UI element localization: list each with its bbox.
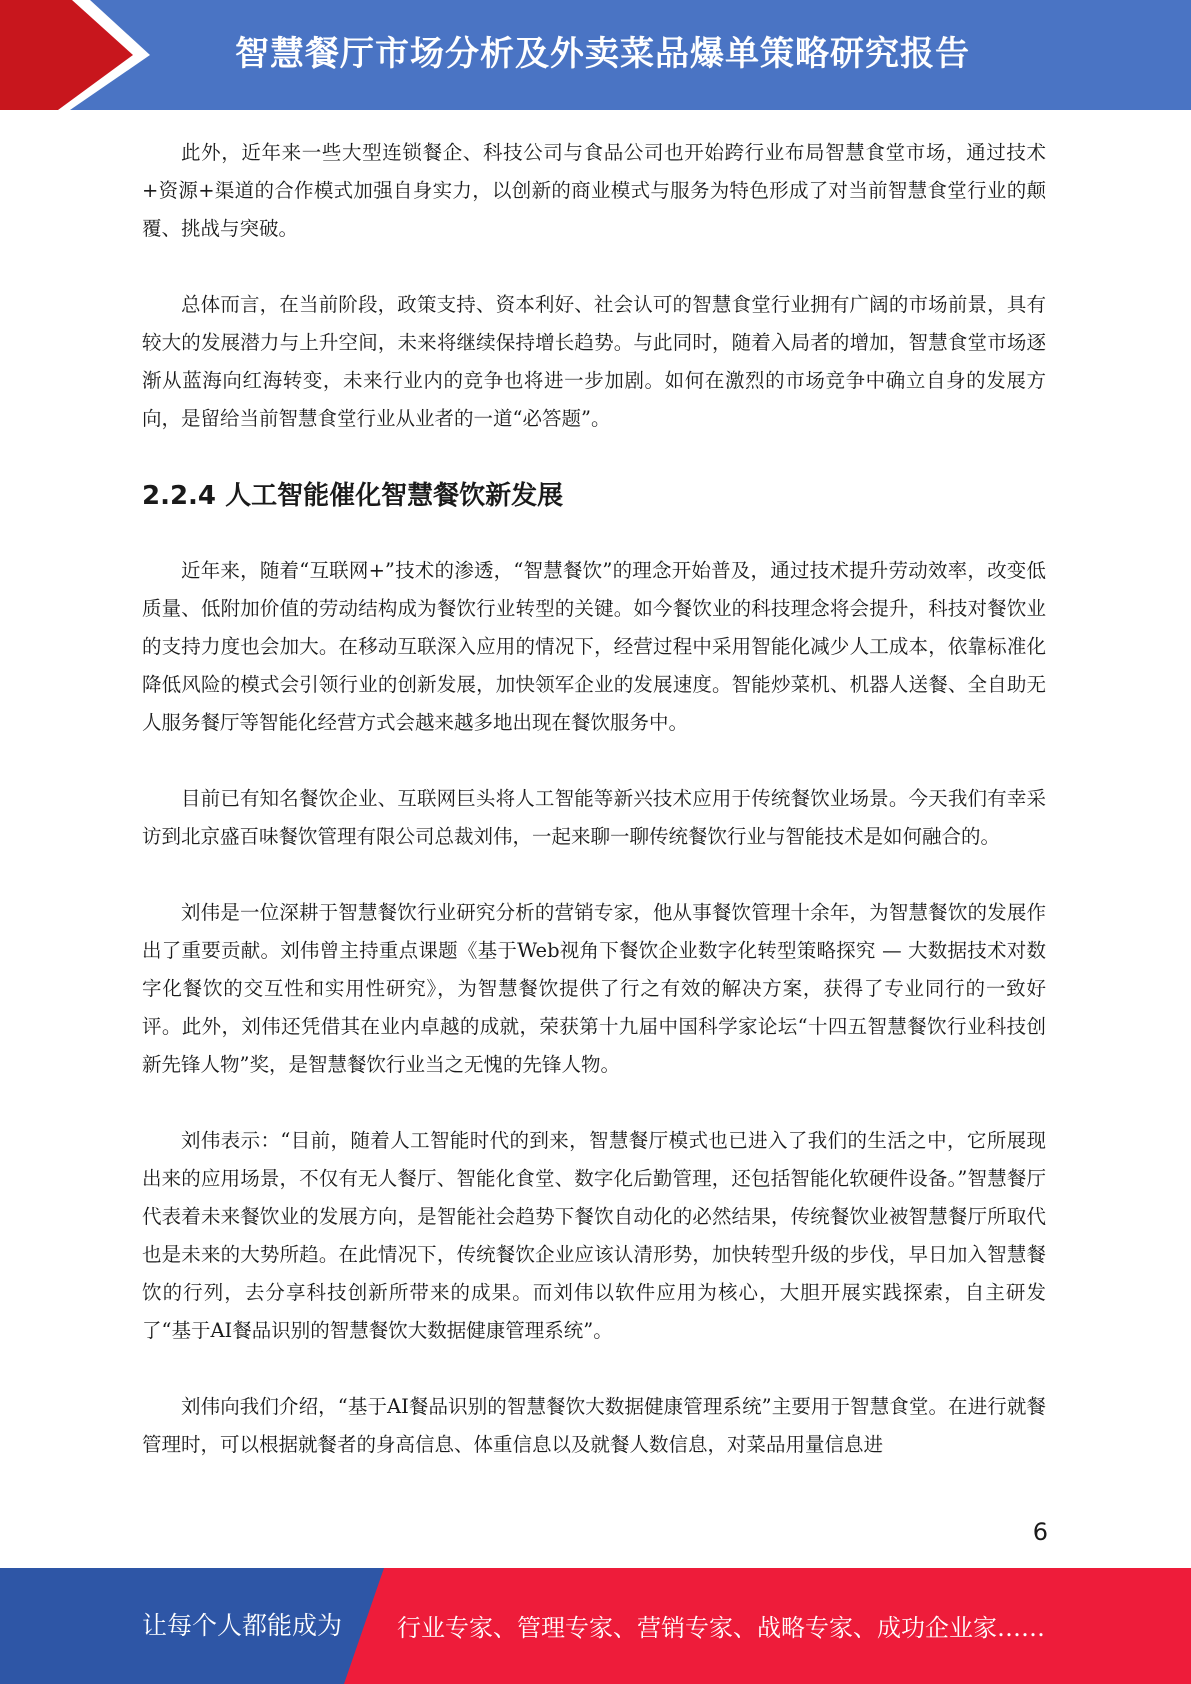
footer-slogan-right: 行业专家、管理专家、营销专家、战略专家、成功企业家…… (397, 1614, 1045, 1642)
section-heading: 2.2.4 人工智能催化智慧餐饮新发展 (142, 481, 564, 511)
paragraph: 刘伟表示：“目前，随着人工智能时代的到来，智慧餐厅模式也已进入了我们的生活之中，它所展现出来的应用场景，不仅有无人餐厅、智能化食堂、数字化后勤管理，还包括智能化软硬件设备。”智慧餐厅代表着未来餐饮业的发展方向，是智能社会趋势下餐饮自动化的必然结果，传统餐饮业被智慧餐厅所取代也是未来的大势所趋。在此情况下，传统餐饮企业应该认清形势，加快转型升级的步伐，早日加入智慧餐饮的行列，去分享科技创新所带来的成果。而刘伟以软件应用为核心，大胆开展实践探索，自主研发了“基于AI餐品识别的智慧餐饮大数据健康管理系统”。 (142, 1129, 1046, 1342)
footer-slogan-left: 让每个人都能成为 (142, 1611, 343, 1640)
page-header (0, 0, 1191, 110)
page-body (142, 134, 1046, 1502)
paragraph: 此外，近年来一些大型连锁餐企、科技公司与食品公司也开始跨行业布局智慧食堂市场，通过技术+资源+渠道的合作模式加强自身实力，以创新的商业模式与服务为特色形成了对当前智慧食堂行业的颠覆、挑战与突破。 (142, 141, 1046, 240)
page-footer (0, 1568, 1191, 1684)
paragraph: 总体而言，在当前阶段，政策支持、资本利好、社会认可的智慧食堂行业拥有广阔的市场前景，具有较大的发展潜力与上升空间，未来将继续保持增长趋势。与此同时，随着入局者的增加，智慧食堂市场逐渐从蓝海向红海转变，未来行业内的竞争也将进一步加剧。如何在激烈的市场竞争中确立自身的发展方向，是留给当前智慧食堂行业从业者的一道“必答题”。 (142, 293, 1046, 430)
paragraph: 刘伟是一位深耕于智慧餐饮行业研究分析的营销专家，他从事餐饮管理十余年，为智慧餐饮的发展作出了重要贡献。刘伟曾主持重点课题《基于Web视角下餐饮企业数字化转型策略探究 — 大数据技术对数字化餐饮的交互性和实用性研究》，为智慧餐饮提供了行之有效的解决方案，获得了专业同行的一致好评。此外，刘伟还凭借其在业内卓越的成就，荣获第十九届中国科学家论坛“十四五智慧餐饮行业科技创新先锋人物”奖，是智慧餐饮行业当之无愧的先锋人物。 (142, 901, 1046, 1076)
paragraph: 近年来，随着“互联网+”技术的渗透，“智慧餐饮”的理念开始普及，通过技术提升劳动效率，改变低质量、低附加价值的劳动结构成为餐饮行业转型的关键。如今餐饮业的科技理念将会提升，科技对餐饮业的支持力度也会加大。在移动互联深入应用的情况下，经营过程中采用智能化减少人工成本，依靠标准化降低风险的模式会引领行业的创新发展，加快领军企业的发展速度。智能炒菜机、机器人送餐、全自助无人服务餐厅等智能化经营方式会越来越多地出现在餐饮服务中。 (142, 559, 1046, 734)
paragraph: 刘伟向我们介绍，“基于AI餐品识别的智慧餐饮大数据健康管理系统”主要用于智慧食堂。在进行就餐管理时，可以根据就餐者的身高信息、体重信息以及就餐人数信息，对菜品用量信息进 (142, 1395, 1046, 1456)
report-title: 智慧餐厅市场分析及外卖菜品爆单策略研究报告 (235, 34, 970, 74)
page-number: 6 (1032, 1518, 1048, 1546)
paragraph: 目前已有知名餐饮企业、互联网巨头将人工智能等新兴技术应用于传统餐饮业场景。今天我们有幸采访到北京盛百味餐饮管理有限公司总裁刘伟，一起来聊一聊传统餐饮行业与智能技术是如何融合的。 (142, 787, 1046, 848)
